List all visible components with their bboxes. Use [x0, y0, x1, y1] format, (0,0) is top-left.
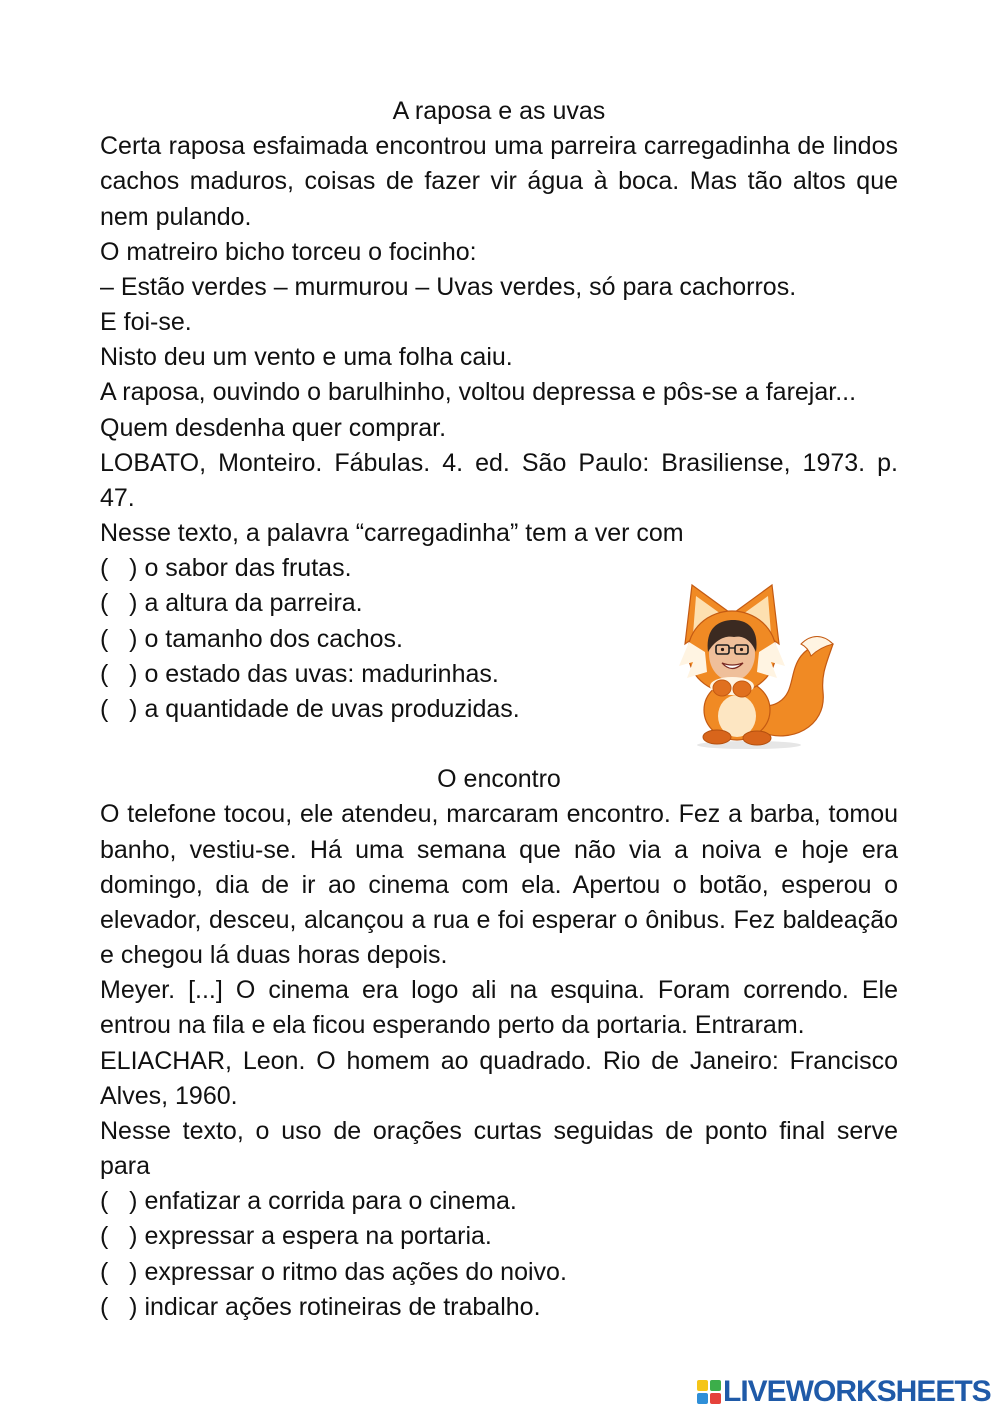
fox-paw-left: [713, 680, 731, 696]
option-label: expressar o ritmo das ações do noivo.: [144, 1257, 567, 1286]
fox-foot-right: [743, 731, 771, 745]
story-title: A raposa e as uvas: [392, 97, 606, 125]
text-line: domingo, dia de ir ao cinema com ela. Apertou o botão, esperou o: [100, 870, 898, 899]
citation-line: ELIACHAR, Leon. O homem ao quadrado. Rio de Janeiro: Francisco: [100, 1046, 898, 1075]
answer-option: [100, 1255, 898, 1290]
citation: [100, 1044, 898, 1114]
logo-text: LIVEWORKSHEETS: [723, 1375, 991, 1408]
text-line: Meyer. [...] O cinema era logo ali na esquina. Foram correndo. Ele: [100, 976, 898, 1005]
question-text: Nesse texto, a palavra “carregadinha” tem a ver com: [100, 519, 684, 548]
paragraph: O matreiro bicho torceu o focinho:: [100, 237, 477, 266]
paragraph: Quem desdenha quer comprar.: [100, 413, 447, 442]
text-line: Certa raposa esfaimada encontrou uma parreira carregadinha de lindos: [100, 132, 898, 161]
text-line: cachos maduros, coisas de fazer vir água à boca. Mas tão altos que: [100, 167, 898, 196]
text-line: O telefone tocou, ele atendeu, marcaram encontro. Fez a barba, tomou: [100, 800, 898, 829]
paragraph: [100, 797, 898, 973]
question-text: [100, 1114, 898, 1184]
question-line: Nesse texto, o uso de orações curtas seguidas de ponto final serve: [100, 1116, 898, 1145]
option-label: expressar a espera na portaria.: [144, 1222, 492, 1251]
fox-foot-left: [703, 730, 731, 744]
paragraph: [100, 973, 898, 1043]
answer-blank[interactable]: ( ): [100, 1222, 138, 1251]
liveworksheets-logo: [697, 1376, 991, 1408]
answer-blank[interactable]: ( ): [100, 589, 138, 618]
citation-line: Alves, 1960.: [100, 1081, 238, 1110]
liveworksheets-logo-icon: [697, 1380, 721, 1404]
option-label: o estado das uvas: madurinhas.: [144, 659, 499, 688]
story-title: O encontro: [437, 765, 561, 794]
fox-illustration: [677, 582, 837, 750]
option-label: o sabor das frutas.: [144, 554, 352, 583]
option-label: a altura da parreira.: [144, 589, 363, 618]
text-line: nem pulando.: [100, 202, 252, 231]
answer-blank[interactable]: ( ): [100, 659, 138, 688]
text-line: elevador, desceu, alcançou a rua e foi esperar o ônibus. Fez baldeação: [100, 905, 898, 934]
answer-blank[interactable]: ( ): [100, 1187, 138, 1216]
answer-blank[interactable]: ( ): [100, 1257, 138, 1286]
fox-chest: [710, 677, 754, 697]
answer-option: [100, 1219, 898, 1254]
paragraph: A raposa, ouvindo o barulhinho, voltou depressa e pôs-se a farejar...: [100, 378, 857, 407]
option-label: enfatizar a corrida para o cinema.: [144, 1187, 517, 1216]
text-line: banho, vestiu-se. Há uma semana que não via a noiva e hoje era: [100, 835, 898, 864]
paragraph: Nisto deu um vento e uma folha caiu.: [100, 343, 513, 372]
citation-line: 47.: [100, 483, 135, 512]
citation-line: LOBATO, Monteiro. Fábulas. 4. ed. São Paulo: Brasiliense, 1973. p.: [100, 448, 898, 477]
option-label: o tamanho dos cachos.: [144, 624, 403, 653]
fox-paw-right: [733, 681, 751, 697]
answer-option: [100, 1290, 898, 1325]
answer-options: [100, 1184, 898, 1325]
paragraph: E foi-se.: [100, 308, 192, 337]
answer-blank[interactable]: ( ): [100, 624, 138, 653]
paragraph: – Estão verdes – murmurou – Uvas verdes, só para cachorros.: [100, 272, 797, 301]
answer-blank[interactable]: ( ): [100, 1292, 138, 1321]
option-label: a quantidade de uvas produzidas.: [144, 694, 520, 723]
citation: [100, 446, 898, 516]
question-line: para: [100, 1152, 151, 1181]
answer-option: [100, 1184, 898, 1219]
option-label: indicar ações rotineiras de trabalho.: [144, 1292, 541, 1321]
text-line: e chegou lá duas horas depois.: [100, 941, 448, 970]
answer-blank[interactable]: ( ): [100, 694, 138, 723]
text-line: entrou na fila e ela ficou esperando perto da portaria. Entraram.: [100, 1011, 805, 1040]
paragraph: [100, 129, 898, 235]
answer-blank[interactable]: ( ): [100, 554, 138, 583]
story-o-encontro: [100, 762, 898, 1325]
